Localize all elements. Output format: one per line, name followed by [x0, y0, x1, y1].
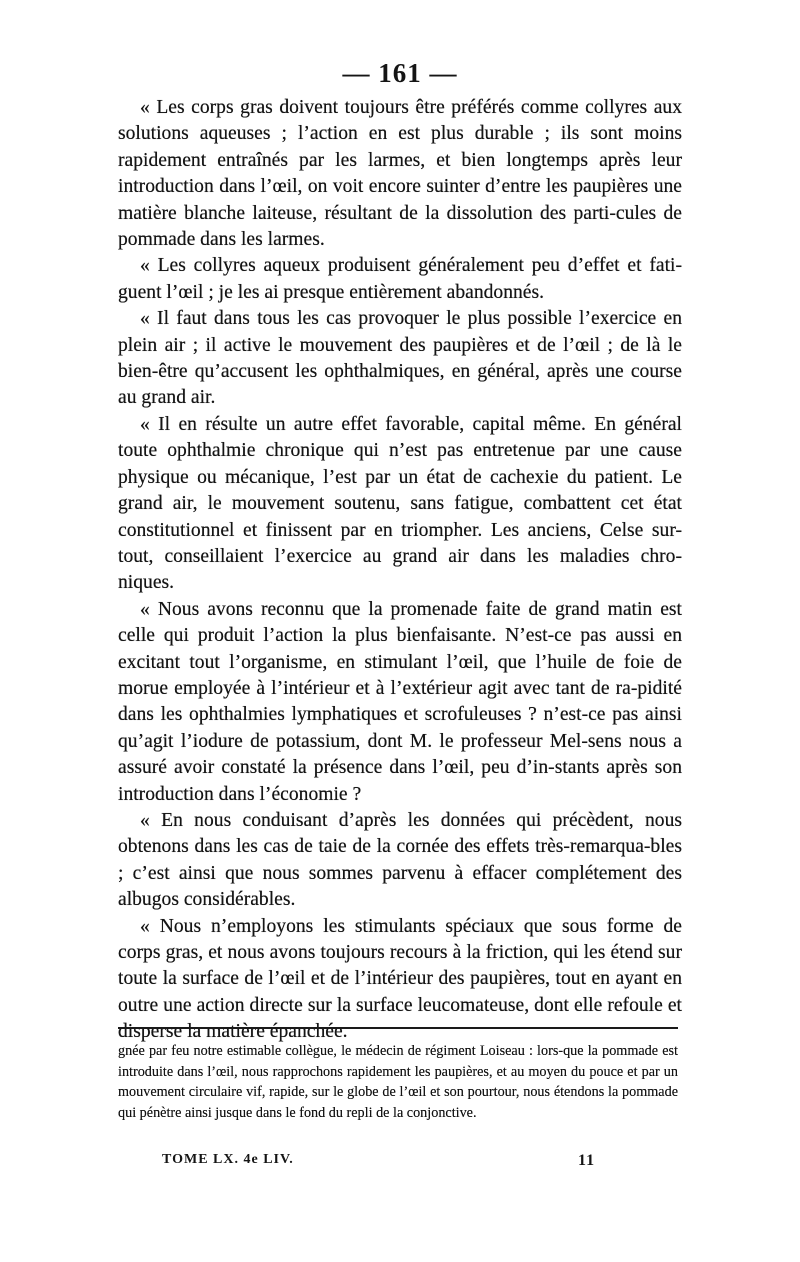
paragraph: « Nous avons reconnu que la promenade faite de grand matin est celle qui produit l’action la plus bienfaisante. N’est-ce pas aussi en excitant tout l’organisme, en stimulant l’œil, que l’huile de foie de morue employée à l’intérieur et à l’extérieur agit avec tant de ra-pidité dans les ophthalmies lymphatiques et scrofuleuses ? n’est-ce pas ainsi qu’agit l’iodure de potassium, dont M. le professeur Mel-sens nous a assuré avoir constaté la présence dans l’œil, peu d’in-stants après son introduction dans l’économie ? [118, 598, 682, 805]
footnote: gnée par feu notre estimable collègue, le médecin de régiment Loiseau : lors-que la pommade est introduite dans l’œil, nous rapprochons rapidement les paupières, et au moyen du pouce et par un mouvement circulaire vif, rapide, sur le globe de l’œil et son pourtour, nous étendons la pommade qui pénètre ainsi jusque dans le fond du repli de la conjonctive. [118, 1043, 678, 1121]
paragraph: « Il en résulte un autre effet favorable, capital même. En général toute ophthalmie chronique qui n’est pas entretenue par une cause physique ou mécanique, l’est par un état de cachexie du patient. Le grand air, le mouvement soutenu, sans fatigue, combattent cet état constitutionnel et finissent par en triompher. Les anciens, Celse sur-tout, conseillaient l’exercice au grand air dans les maladies chro-niques. [118, 413, 682, 594]
sheet-number: 11 [578, 1152, 596, 1169]
volume-label: TOME LX. 4e LIV. [162, 1152, 294, 1167]
paragraph: « Les corps gras doivent toujours être préférés comme collyres aux solutions aqueuses ; l’action en est plus durable ; ils sont moins rapidement entraînés par les larmes, et bien longtemps après leur introduction dans l’œil, on voit encore suinter d’entre les paupières une matière blanche laiteuse, résultant de la dissolution des parti-cules de pommade dans les larmes. [118, 97, 682, 251]
footnote-separator [118, 1027, 678, 1029]
paragraph: « Les collyres aqueux produisent généralement peu d’effet et fati-guent l’œil ; je les ai presque entièrement abandonnés. [118, 255, 682, 303]
paragraph: « En nous conduisant d’après les données qui précèdent, nous obtenons dans les cas de taie de la cornée des effets très-remarqua-bles ; c’est ainsi que nous sommes parvenu à effacer complétement des albugos considérables. [118, 809, 682, 911]
paragraph: « Il faut dans tous les cas provoquer le plus possible l’exercice en plein air ; il active le mouvement des paupières et de l’œil ; de là le bien-être qu’accusent les ophthalmiques, en général, après une course au grand air. [118, 308, 682, 409]
body-text [118, 95, 682, 1046]
page-number: — 161 — [342, 58, 458, 88]
paragraph: « Nous n’employons les stimulants spéciaux que sous forme de corps gras, et nous avons toujours recours à la friction, qui les étend sur toute la surface de l’œil et de l’intérieur des paupières, tout en ayant en outre une action directe sur la surface leucomateuse, dont elle refoule et disperse la matière épanchée. [118, 915, 682, 1043]
